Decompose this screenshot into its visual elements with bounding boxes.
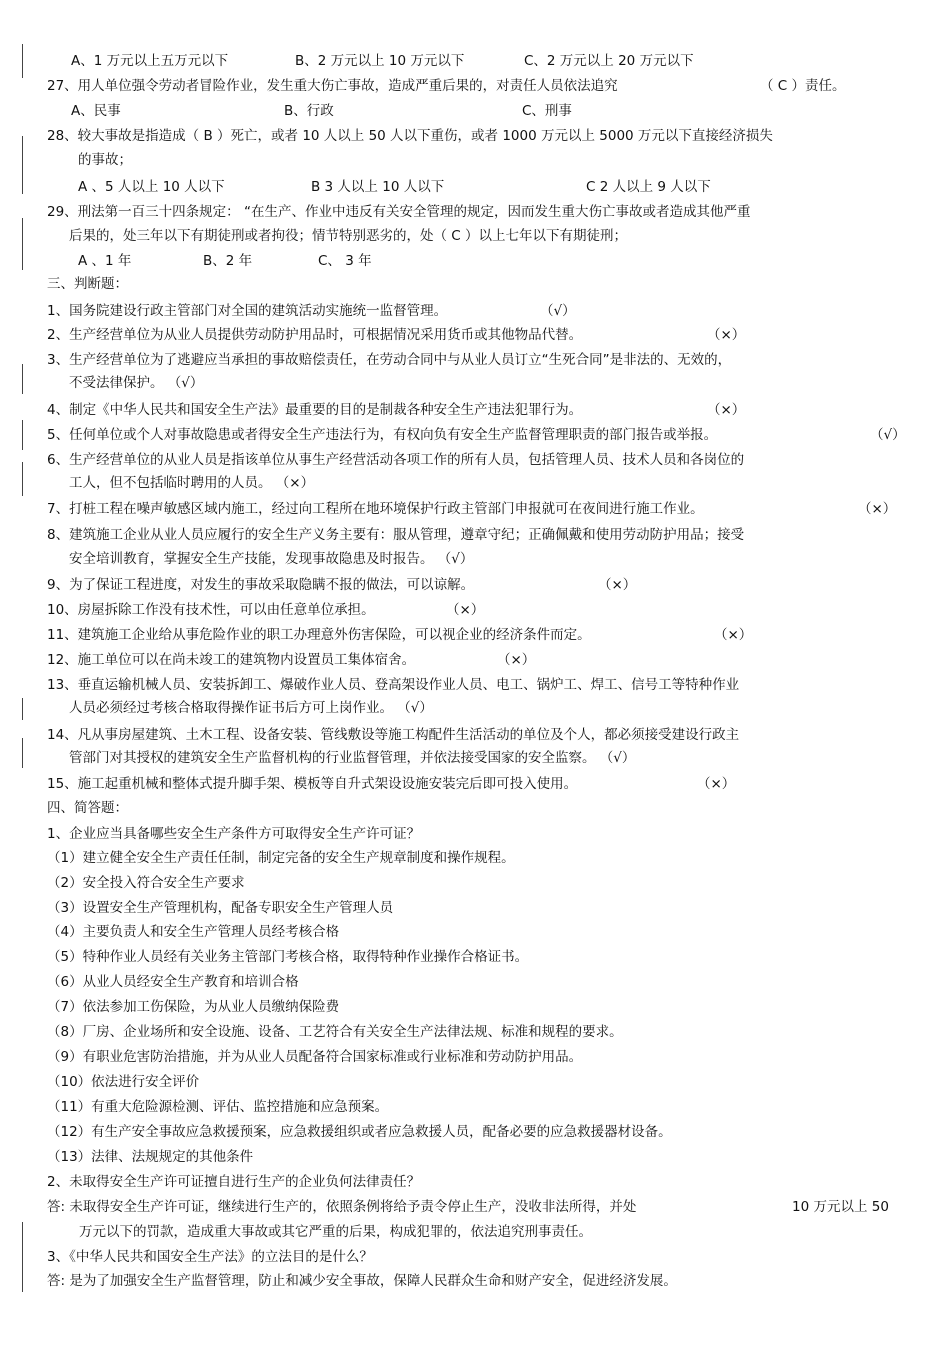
tf-item: 9、为了保证工程进度，对发生的事故采取隐瞒不报的做法，可以谅解。: [47, 577, 475, 593]
tf-item: 3、生产经营单位为了逃避应当承担的事故赔偿责任，在劳动合同中与从业人员订立“生死合同”是非法的、无效的，: [47, 352, 732, 368]
sa1-item: （1）建立健全安全生产责任任制，制定完备的安全生产规章制度和操作规程。: [47, 850, 515, 866]
q27-option-a: A、民事: [71, 103, 121, 119]
tf-item: 1、国务院建设行政主管部门对全国的建筑活动实施统一监督管理。: [47, 303, 448, 319]
q26-option-c: C、2 万元以上 20 万元以下: [524, 53, 694, 69]
margin-bar: [22, 44, 23, 78]
q28-line2: 的事故；: [78, 152, 132, 168]
tf-item: 13、垂直运输机械人员、安装拆卸工、爆破作业人员、登高架设作业人员、电工、锅炉工、焊工、信号工等特种作业: [47, 677, 740, 693]
q26-option-a: A、1 万元以上五万元以下: [71, 53, 229, 69]
tf-item: 4、制定《中华人民共和国安全生产法》最重要的目的是制裁各种安全生产违法犯罪行为。: [47, 402, 583, 418]
tf-item: 15、施工起重机械和整体式提升脚手架、模板等自升式架设设施安装完后即可投入使用。: [47, 776, 578, 792]
q28-option-b: B 3 人以上 10 人以下: [311, 179, 445, 195]
tf-mark: （×）: [598, 577, 637, 593]
q28-option-a: A 、5 人以上 10 人以下: [78, 179, 225, 195]
tf-mark: （√）: [870, 427, 906, 443]
margin-bar: [22, 462, 23, 496]
sa3-answer: 答: 是为了加强安全生产监督管理，防止和减少安全事故，保障人民群众生命和财产安全，促进经济发展。: [47, 1273, 677, 1289]
q27-text: 27、用人单位强令劳动者冒险作业，发生重大伤亡事故，造成严重后果的，对责任人员依法追究: [47, 78, 618, 94]
tf-item-cont: 安全培训教育，掌握安全生产技能，发现事故隐患及时报告。 （√）: [69, 551, 474, 567]
margin-bar: [22, 420, 23, 450]
sa1-item: （7）依法参加工伤保险，为从业人员缴纳保险费: [47, 999, 340, 1015]
tf-item: 6、生产经营单位的从业人员是指该单位从事生产经营活动各项工作的所有人员，包括管理人员、技术人员和各岗位的: [47, 452, 745, 468]
q27-option-b: B、行政: [284, 103, 334, 119]
q29-option-b: B、2 年: [203, 253, 253, 269]
tf-mark: （×）: [707, 327, 746, 343]
margin-bar: [22, 1222, 23, 1292]
sa1-question: 1、企业应当具备哪些安全生产条件方可取得安全生产许可证？: [47, 826, 421, 842]
tf-item: 11、建筑施工企业给从事危险作业的职工办理意外伤害保险，可以视企业的经济条件而定。: [47, 627, 591, 643]
tf-item-cont: 工人，但不包括临时聘用的人员。 （×）: [69, 475, 315, 491]
section-heading-true-false: 三、判断题：: [47, 276, 128, 292]
margin-bar: [22, 698, 23, 720]
q27-option-c: C、刑事: [522, 103, 572, 119]
sa1-item: （9）有职业危害防治措施，并为从业人员配备符合国家标准或行业标准和劳动防护用品。: [47, 1049, 583, 1065]
tf-mark: （×）: [697, 776, 736, 792]
tf-mark: （√）: [540, 303, 576, 319]
sa1-item: （10）依法进行安全评价: [47, 1074, 200, 1090]
q28-line1: 28、较大事故是指造成（ B ）死亡，或者 10 人以上 50 人以下重伤，或者 1000 万元以上 5000 万元以下直接经济损失: [47, 128, 773, 144]
tf-mark: （×）: [446, 602, 485, 618]
sa1-item: （5）特种作业人员经有关业务主管部门考核合格，取得特种作业操作合格证书。: [47, 949, 529, 965]
tf-item: 10、房屋拆除工作没有技术性，可以由任意单位承担。: [47, 602, 375, 618]
sa1-item: （3）设置安全生产管理机构，配备专职安全生产管理人员: [47, 900, 394, 916]
margin-bar: [22, 218, 23, 270]
tf-item: 8、建筑施工企业从业人员应履行的安全生产义务主要有：服从管理，遵章守纪；正确佩戴和使用劳动防护用品；接受: [47, 527, 745, 543]
tf-item-cont: 不受法律保护。 （√）: [69, 375, 204, 391]
sa1-item: （12）有生产安全事故应急救援预案，应急救援组织或者应急救援人员，配备必要的应急救援器材设备。: [47, 1124, 672, 1140]
q26-option-b: B、2 万元以上 10 万元以下: [295, 53, 465, 69]
tf-mark: （×）: [497, 652, 536, 668]
tf-item: 2、生产经营单位为从业人员提供劳动防护用品时，可根据情况采用货币或其他物品代替。: [47, 327, 583, 343]
sa1-item: （8）厂房、企业场所和安全设施、设备、工艺符合有关安全生产法律法规、标准和规程的要求。: [47, 1024, 623, 1040]
tf-item-cont: 管部门对其授权的建筑安全生产监督机构的行业监督管理，并依法接受国家的安全监察。 （√）: [69, 750, 636, 766]
tf-item: 7、打桩工程在噪声敏感区域内施工，经过向工程所在地环境保护行政主管部门申报就可在夜间进行施工作业。: [47, 501, 704, 517]
margin-bar: [22, 364, 23, 394]
sa1-item: （11）有重大危险源检测、评估、监控措施和应急预案。: [47, 1099, 389, 1115]
q28-option-c: C 2 人以上 9 人以下: [586, 179, 711, 195]
sa2-answer-tail: 10 万元以上 50: [792, 1199, 889, 1215]
sa1-item: （2）安全投入符合安全生产要求: [47, 875, 245, 891]
sa3-question: 3、《中华人民共和国安全生产法》的立法目的是什么？: [47, 1249, 373, 1265]
q29-option-c: C、 3 年: [318, 253, 372, 269]
sa1-item: （6）从业人员经安全生产教育和培训合格: [47, 974, 299, 990]
tf-mark: （×）: [707, 402, 746, 418]
section-heading-short-answer: 四、简答题：: [47, 800, 128, 816]
tf-mark: （×）: [858, 501, 897, 517]
sa2-answer-line1: 答: 未取得安全生产许可证，继续进行生产的，依照条例将给予责令停止生产，没收非法所得，并处: [47, 1199, 637, 1215]
tf-item: 14、凡从事房屋建筑、土木工程、设备安装、管线敷设等施工构配件生活活动的单位及个人，都必须接受建设行政主: [47, 727, 740, 743]
tf-item: 12、施工单位可以在尚未竣工的建筑物内设置员工集体宿舍。: [47, 652, 416, 668]
tf-item-cont: 人员必须经过考核合格取得操作证书后方可上岗作业。 （√）: [69, 700, 433, 716]
sa2-answer-line2: 万元以下的罚款，造成重大事故或其它严重的后果，构成犯罪的，依法追究刑事责任。: [79, 1224, 592, 1240]
margin-bar: [22, 738, 23, 768]
sa1-item: （4）主要负责人和安全生产管理人员经考核合格: [47, 924, 340, 940]
sa2-question: 2、未取得安全生产许可证擅自进行生产的企业负何法律责任？: [47, 1174, 421, 1190]
q29-line1: 29、刑法第一百三十四条规定： “在生产、作业中违反有关安全管理的规定，因而发生重大伤亡事故或者造成其他严重: [47, 204, 751, 220]
q29-option-a: A 、1 年: [78, 253, 132, 269]
tf-mark: （×）: [714, 627, 753, 643]
q29-line2: 后果的，处三年以下有期徒刑或者拘役；情节特别恶劣的，处（ C ）以上七年以下有期徒刑；: [69, 228, 628, 244]
q27-answer: （ C ）责任。: [760, 78, 846, 94]
tf-item: 5、任何单位或个人对事故隐患或者得安全生产违法行为，有权向负有安全生产监督管理职责的部门报告或举报。: [47, 427, 718, 443]
sa1-item: （13）法律、法规规定的其他条件: [47, 1149, 254, 1165]
margin-bar: [22, 136, 23, 194]
